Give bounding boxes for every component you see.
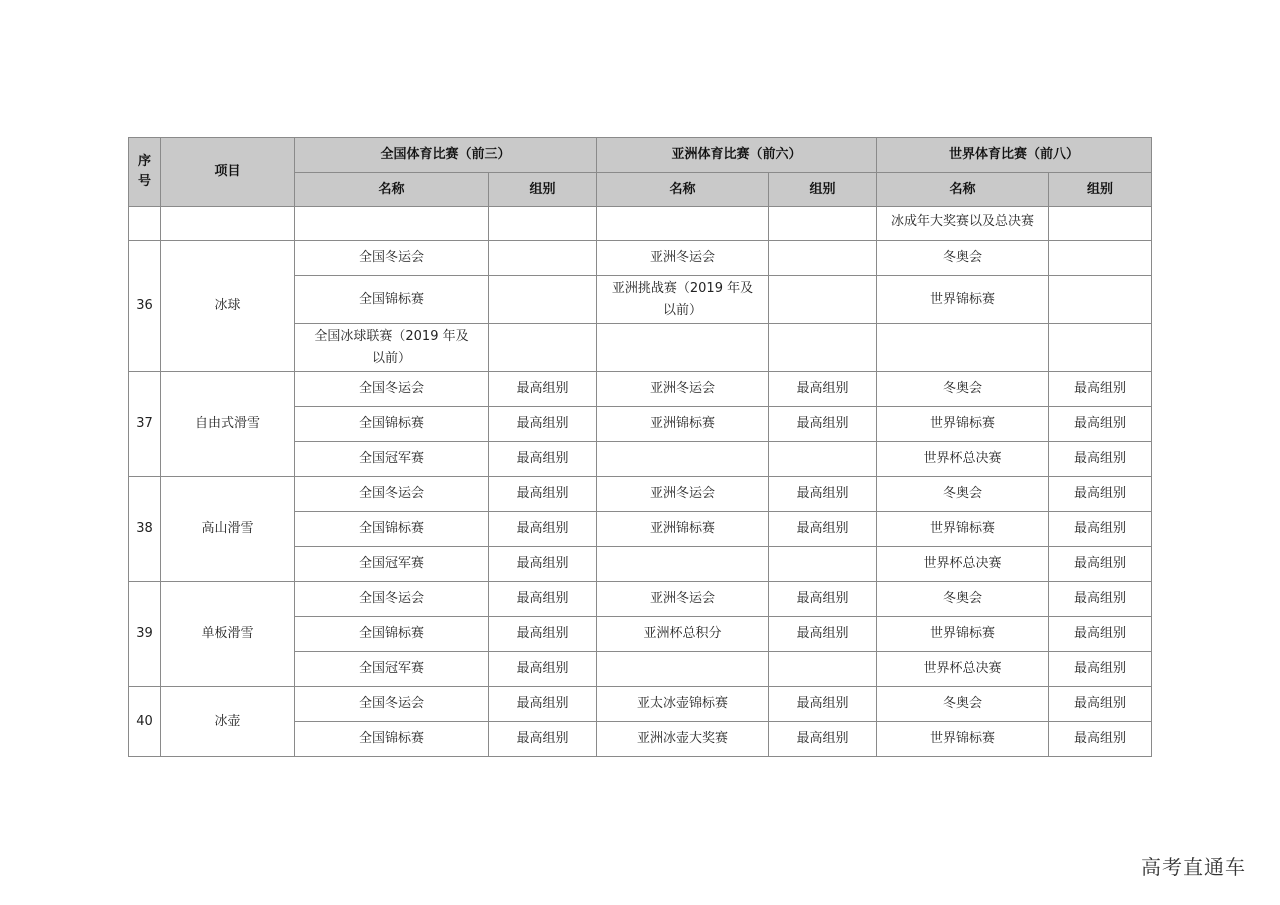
asian-name-cell: 亚太冰壶锦标赛 bbox=[597, 687, 769, 722]
table-row bbox=[129, 372, 1152, 407]
national-name-cell: 全国锦标赛 bbox=[295, 512, 489, 547]
national-name-cell: 全国冬运会 bbox=[295, 687, 489, 722]
national-name-cell: 全国锦标赛 bbox=[295, 722, 489, 757]
world-name-cell: 世界锦标赛 bbox=[877, 722, 1049, 757]
header-national-group: 组别 bbox=[489, 173, 597, 207]
asian-name-cell: 亚洲挑战赛（2019 年及以前） bbox=[597, 276, 769, 324]
asian-group-cell: 最高组别 bbox=[769, 617, 877, 652]
world-name-cell: 世界杯总决赛 bbox=[877, 547, 1049, 582]
national-group-cell: 最高组别 bbox=[489, 442, 597, 477]
national-group-cell: 最高组别 bbox=[489, 687, 597, 722]
national-name-cell: 全国冬运会 bbox=[295, 582, 489, 617]
seq-cell: 37 bbox=[129, 372, 161, 477]
asian-name-cell: 亚洲锦标赛 bbox=[597, 512, 769, 547]
world-name-cell: 冬奥会 bbox=[877, 477, 1049, 512]
world-group-cell: 最高组别 bbox=[1049, 407, 1152, 442]
seq-cell: 38 bbox=[129, 477, 161, 582]
seq-cell: 36 bbox=[129, 241, 161, 372]
world-group-cell bbox=[1049, 207, 1152, 241]
table-row bbox=[129, 477, 1152, 512]
asian-group-cell: 最高组别 bbox=[769, 512, 877, 547]
national-name-cell: 全国冬运会 bbox=[295, 372, 489, 407]
world-group-cell: 最高组别 bbox=[1049, 442, 1152, 477]
asian-group-cell bbox=[769, 241, 877, 276]
world-name-cell: 冬奥会 bbox=[877, 241, 1049, 276]
asian-name-cell bbox=[597, 442, 769, 477]
national-name-cell: 全国冰球联赛（2019 年及以前） bbox=[295, 324, 489, 372]
competition-table bbox=[128, 137, 1152, 757]
national-group-cell bbox=[489, 324, 597, 372]
asian-name-cell: 亚洲锦标赛 bbox=[597, 407, 769, 442]
world-name-cell bbox=[877, 324, 1049, 372]
table-row bbox=[129, 241, 1152, 276]
national-group-cell: 最高组别 bbox=[489, 652, 597, 687]
header-asian-group: 组别 bbox=[769, 173, 877, 207]
asian-name-cell bbox=[597, 324, 769, 372]
world-group-cell: 最高组别 bbox=[1049, 477, 1152, 512]
national-name-cell bbox=[295, 207, 489, 241]
project-cell: 冰壶 bbox=[161, 687, 295, 757]
national-group-cell bbox=[489, 207, 597, 241]
world-name-cell: 世界锦标赛 bbox=[877, 512, 1049, 547]
world-name-cell: 世界杯总决赛 bbox=[877, 652, 1049, 687]
world-group-cell: 最高组别 bbox=[1049, 722, 1152, 757]
asian-name-cell bbox=[597, 547, 769, 582]
national-group-cell: 最高组别 bbox=[489, 512, 597, 547]
world-group-cell bbox=[1049, 241, 1152, 276]
world-name-cell: 冬奥会 bbox=[877, 687, 1049, 722]
asian-group-cell bbox=[769, 276, 877, 324]
world-group-cell: 最高组别 bbox=[1049, 652, 1152, 687]
project-cell bbox=[161, 207, 295, 241]
national-name-cell: 全国冬运会 bbox=[295, 477, 489, 512]
seq-cell: 39 bbox=[129, 582, 161, 687]
world-group-cell: 最高组别 bbox=[1049, 582, 1152, 617]
world-name-cell: 世界锦标赛 bbox=[877, 276, 1049, 324]
asian-name-cell: 亚洲冬运会 bbox=[597, 241, 769, 276]
header-asian: 亚洲体育比赛（前六） bbox=[597, 138, 877, 173]
national-group-cell: 最高组别 bbox=[489, 722, 597, 757]
table-row bbox=[129, 687, 1152, 722]
asian-name-cell: 亚洲杯总积分 bbox=[597, 617, 769, 652]
national-name-cell: 全国冬运会 bbox=[295, 241, 489, 276]
asian-name-cell: 亚洲冰壶大奖赛 bbox=[597, 722, 769, 757]
national-name-cell: 全国锦标赛 bbox=[295, 276, 489, 324]
world-group-cell bbox=[1049, 276, 1152, 324]
national-name-cell: 全国锦标赛 bbox=[295, 407, 489, 442]
asian-name-cell: 亚洲冬运会 bbox=[597, 372, 769, 407]
header-seq: 序号 bbox=[129, 138, 161, 207]
watermark-text: 高考直通车 bbox=[1141, 855, 1246, 879]
header-world-group: 组别 bbox=[1049, 173, 1152, 207]
asian-group-cell: 最高组别 bbox=[769, 372, 877, 407]
world-group-cell bbox=[1049, 324, 1152, 372]
project-cell: 自由式滑雪 bbox=[161, 372, 295, 477]
asian-group-cell bbox=[769, 207, 877, 241]
world-name-cell: 冬奥会 bbox=[877, 372, 1049, 407]
world-name-cell: 世界杯总决赛 bbox=[877, 442, 1049, 477]
asian-group-cell: 最高组别 bbox=[769, 477, 877, 512]
header-national-name: 名称 bbox=[295, 173, 489, 207]
world-group-cell: 最高组别 bbox=[1049, 687, 1152, 722]
header-row-top bbox=[129, 138, 1152, 173]
world-name-cell: 世界锦标赛 bbox=[877, 407, 1049, 442]
national-group-cell: 最高组别 bbox=[489, 372, 597, 407]
asian-group-cell bbox=[769, 442, 877, 477]
national-group-cell bbox=[489, 241, 597, 276]
asian-name-cell bbox=[597, 652, 769, 687]
asian-group-cell bbox=[769, 652, 877, 687]
national-name-cell: 全国冠军赛 bbox=[295, 547, 489, 582]
world-group-cell: 最高组别 bbox=[1049, 547, 1152, 582]
table-row bbox=[129, 207, 1152, 241]
asian-name-cell bbox=[597, 207, 769, 241]
seq-cell: 40 bbox=[129, 687, 161, 757]
national-name-cell: 全国冠军赛 bbox=[295, 442, 489, 477]
world-name-cell: 冬奥会 bbox=[877, 582, 1049, 617]
national-group-cell: 最高组别 bbox=[489, 617, 597, 652]
project-cell: 高山滑雪 bbox=[161, 477, 295, 582]
project-cell: 单板滑雪 bbox=[161, 582, 295, 687]
asian-group-cell: 最高组别 bbox=[769, 687, 877, 722]
asian-group-cell bbox=[769, 547, 877, 582]
header-national: 全国体育比赛（前三） bbox=[295, 138, 597, 173]
header-world: 世界体育比赛（前八） bbox=[877, 138, 1152, 173]
header-project: 项目 bbox=[161, 138, 295, 207]
header-world-name: 名称 bbox=[877, 173, 1049, 207]
national-group-cell: 最高组别 bbox=[489, 407, 597, 442]
world-group-cell: 最高组别 bbox=[1049, 617, 1152, 652]
asian-group-cell: 最高组别 bbox=[769, 407, 877, 442]
project-cell: 冰球 bbox=[161, 241, 295, 372]
seq-cell bbox=[129, 207, 161, 241]
world-name-cell: 冰成年大奖赛以及总决赛 bbox=[877, 207, 1049, 241]
national-group-cell bbox=[489, 276, 597, 324]
asian-group-cell: 最高组别 bbox=[769, 722, 877, 757]
world-name-cell: 世界锦标赛 bbox=[877, 617, 1049, 652]
national-group-cell: 最高组别 bbox=[489, 547, 597, 582]
national-name-cell: 全国锦标赛 bbox=[295, 617, 489, 652]
national-group-cell: 最高组别 bbox=[489, 582, 597, 617]
header-asian-name: 名称 bbox=[597, 173, 769, 207]
world-group-cell: 最高组别 bbox=[1049, 372, 1152, 407]
national-group-cell: 最高组别 bbox=[489, 477, 597, 512]
asian-name-cell: 亚洲冬运会 bbox=[597, 477, 769, 512]
national-name-cell: 全国冠军赛 bbox=[295, 652, 489, 687]
table-row bbox=[129, 582, 1152, 617]
world-group-cell: 最高组别 bbox=[1049, 512, 1152, 547]
asian-group-cell bbox=[769, 324, 877, 372]
asian-name-cell: 亚洲冬运会 bbox=[597, 582, 769, 617]
asian-group-cell: 最高组别 bbox=[769, 582, 877, 617]
